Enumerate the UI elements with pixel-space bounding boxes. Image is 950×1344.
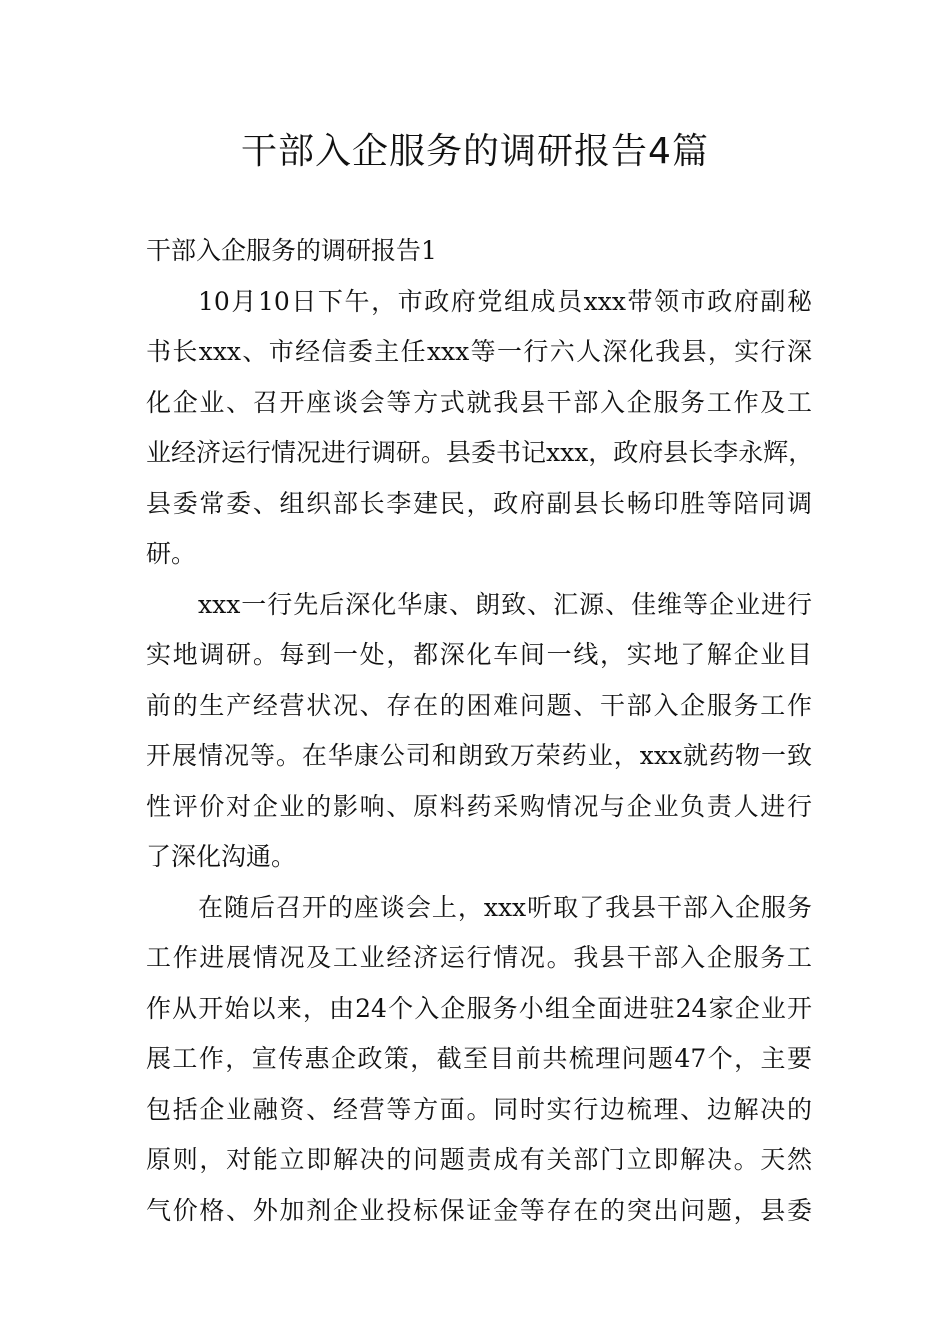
paragraph-line: xxx一行先后深化华康、朗致、汇源、佳维等企业进行 [198, 589, 812, 619]
paragraph-line: 了深化沟通。 [146, 842, 297, 871]
paragraph-line: 前的生产经营状况、存在的困难问题、干部入企服务工作 [146, 690, 812, 720]
paragraph-line: 在随后召开的座谈会上，xxx听取了我县干部入企服务 [198, 892, 812, 922]
document-title: 干部入企服务的调研报告4篇 [241, 131, 709, 172]
paragraph-line: 工作进展情况及工业经济运行情况。我县干部入企服务工 [146, 943, 812, 972]
paragraph-3 [146, 883, 812, 1237]
paragraph-2 [146, 580, 812, 883]
paragraph-line: 原则，对能立即解决的问题责成有关部门立即解决。天然 [146, 1145, 812, 1174]
paragraph-line: 作从开始以来，由24个入企服务小组全面进驻24家企业开 [146, 993, 812, 1023]
paragraph-line: 开展情况等。在华康公司和朗致万荣药业，xxx就药物一致 [146, 741, 812, 770]
paragraph-line: 实地调研。每到一处，都深化车间一线，实地了解企业目 [146, 640, 812, 669]
paragraph-line: 性评价对企业的影响、原料药采购情况与企业负责人进行 [146, 791, 812, 821]
document-body [146, 226, 812, 1236]
paragraph-line: 气价格、外加剂企业投标保证金等存在的突出问题，县委 [146, 1195, 812, 1225]
paragraph-line: 包括企业融资、经营等方面。同时实行边梳理、边解决的 [146, 1094, 812, 1124]
paragraph-line: 书长xxx、市经信委主任xxx等一行六人深化我县，实行深 [146, 337, 812, 366]
paragraph-line: 10月10日下午，市政府党组成员xxx带领市政府副秘 [198, 286, 812, 316]
paragraph-line: 化企业、召开座谈会等方式就我县干部入企服务工作及工 [146, 387, 812, 417]
paragraph-1 [146, 277, 812, 580]
paragraph-line: 展工作，宣传惠企政策，截至目前共梳理问题47个，主要 [146, 1044, 812, 1073]
paragraph-line: 县委常委、组织部长李建民，政府副县长畅印胜等陪同调 [146, 488, 812, 518]
paragraph-line: 研。 [146, 539, 197, 568]
section-heading: 干部入企服务的调研报告1 [146, 236, 437, 265]
paragraph-line: 业经济运行情况进行调研。县委书记xxx，政府县长李永辉， [146, 438, 814, 467]
